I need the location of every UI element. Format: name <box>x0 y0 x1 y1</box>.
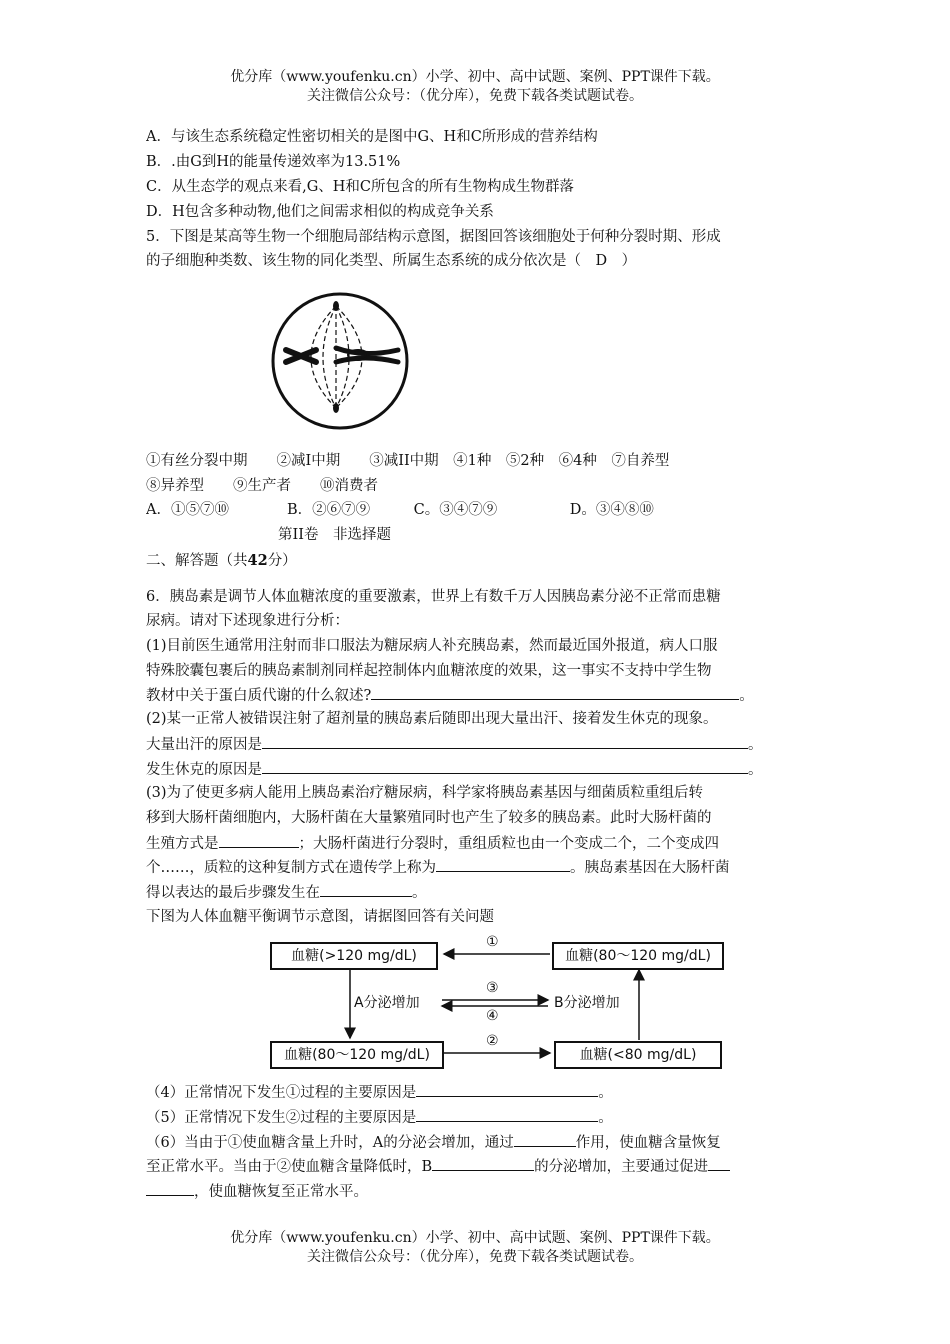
q6-line-7: 大量出汗的原因是 。 <box>146 734 810 755</box>
blood-sugar-flowchart <box>266 934 726 1074</box>
answer-blank[interactable] <box>436 857 570 872</box>
sub-question-6-line-3: ，使血糖恢复至正常水平。 <box>146 1181 810 1202</box>
label-b-secretion: B分泌增加 <box>554 995 620 1011</box>
sub-question-6-line-2: 至正常水平。当由于②使血糖含量降低时，B 的分泌增加，主要通过促进 <box>146 1156 810 1177</box>
footer-line-1: 优分库（www.youfenku.cn）小学、初中、高中试题、案例、PPT课件下载。 <box>230 1230 720 1246</box>
label-process-1: ① <box>486 934 499 950</box>
answer-blank[interactable] <box>514 1132 576 1147</box>
q6-line-9: (3)为了使更多病人能用上胰岛素治疗糖尿病，科学家将胰岛素基因与细菌质粒重组后转 <box>146 785 704 801</box>
q6-line-11: 生殖方式是 ；大肠杆菌进行分裂时，重组质粒也由一个变成二个，二个变成四 <box>146 833 810 854</box>
box-normal-blood-sugar-bottom: 血糖(80～120 mg/dL) <box>270 1041 444 1069</box>
q6-line-14: 下图为人体血糖平衡调节示意图，请据图回答有关问题 <box>146 909 494 925</box>
box-low-blood-sugar: 血糖(<80 mg/dL) <box>554 1041 722 1069</box>
sub-question-5: （5）正常情况下发生②过程的主要原因是 。 <box>146 1107 810 1128</box>
answer-blank[interactable] <box>262 734 748 749</box>
cell-division-figure <box>264 288 416 434</box>
header-line-2: 关注微信公众号：（优分库），免费下载各类试题试卷。 <box>307 88 643 104</box>
option-b: B．.由G到H的能量传递效率为13.51% <box>146 154 401 170</box>
section-heading: 二、解答题（共42分） <box>146 552 297 569</box>
answer-blank[interactable] <box>320 882 412 897</box>
sub-question-6-line-1: （6）当由于①使血糖含量上升时，A的分泌会增加，通过 作用，使血糖含量恢复 <box>146 1132 810 1153</box>
label-process-4: ④ <box>486 1008 499 1024</box>
q5-choices-line-2: ⑧异养型 ⑨生产者 ⑩消费者 <box>146 478 378 494</box>
sub-question-4: （4）正常情况下发生①过程的主要原因是 。 <box>146 1082 810 1103</box>
footer-line-2: 关注微信公众号：（优分库），免费下载各类试题试卷。 <box>307 1249 643 1265</box>
label-process-2: ② <box>486 1033 499 1049</box>
q5-answer-options: A．①⑤⑦⑩ B．②⑥⑦⑨ C。③④⑦⑨ D。③④⑧⑩ <box>146 502 654 518</box>
q6-line-8: 发生休克的原因是 。 <box>146 759 810 780</box>
q6-line-6: (2)某一正常人被错误注射了超剂量的胰岛素后随即出现大量出汗、接着发生休克的现象。 <box>146 711 718 727</box>
q5-stem-line-2: 的子细胞种类数、该生物的同化类型、所属生态系统的成分依次是（ D ） <box>146 253 637 269</box>
q6-line-3: (1)目前医生通常用注射而非口服法为糖尿病人补充胰岛素，然而最近国外报道，病人口服 <box>146 638 718 654</box>
box-high-blood-sugar: 血糖(>120 mg/dL) <box>270 942 438 970</box>
answer-blank[interactable] <box>708 1156 730 1171</box>
answer-blank[interactable] <box>416 1082 598 1097</box>
volume-title: 第II卷 非选择题 <box>278 527 391 543</box>
page-footer <box>0 1229 950 1267</box>
q6-line-13: 得以表达的最后步骤发生在 。 <box>146 882 810 903</box>
centrosome-bottom <box>333 403 339 413</box>
option-c: C．从生态学的观点来看,G、H和C所包含的所有生物构成生物群落 <box>146 179 575 195</box>
q5-choices-line-1: ①有丝分裂中期 ②减Ⅰ中期 ③减II中期 ④1种 ⑤2种 ⑥4种 ⑦自养型 <box>146 453 670 469</box>
centrosome-top <box>333 301 339 311</box>
answer-blank[interactable] <box>416 1107 598 1122</box>
answer-blank[interactable] <box>432 1156 534 1171</box>
box-normal-blood-sugar-top: 血糖(80～120 mg/dL) <box>552 942 724 970</box>
page-header <box>0 68 950 106</box>
label-process-3: ③ <box>486 980 499 996</box>
header-line-1: 优分库（www.youfenku.cn）小学、初中、高中试题、案例、PPT课件下载。 <box>230 69 720 85</box>
chromosome-right <box>336 348 398 362</box>
q6-line-12: 个……，质粒的这种复制方式在遗传学上称为 。胰岛素基因在大肠杆菌 <box>146 857 810 878</box>
answer-blank[interactable] <box>219 833 299 848</box>
answer-blank[interactable] <box>262 759 748 774</box>
q5-stem-line-1: 5．下图是某高等生物一个细胞局部结构示意图，据图回答该细胞处于何种分裂时期、形成 <box>146 229 721 245</box>
q6-line-4: 特殊胶囊包裹后的胰岛素制剂同样起控制体内血糖浓度的效果，这一事实不支持中学生物 <box>146 663 712 679</box>
label-a-secretion: A分泌增加 <box>354 995 420 1011</box>
answer-blank[interactable] <box>371 685 739 700</box>
q6-line-10: 移到大肠杆菌细胞内，大肠杆菌在大量繁殖同时也产生了较多的胰岛素。此时大肠杆菌的 <box>146 810 712 826</box>
option-a: A．与该生态系统稳定性密切相关的是图中G、H和C所形成的营养结构 <box>146 129 598 145</box>
answer-blank[interactable] <box>146 1181 194 1196</box>
option-d: D．H包含多种动物,他们之间需求相似的构成竞争关系 <box>146 204 494 220</box>
q6-line-1: 6．胰岛素是调节人体血糖浓度的重要激素，世界上有数千万人因胰岛素分泌不正常而患糖 <box>146 589 721 605</box>
q6-line-5: 教材中关于蛋白质代谢的什么叙述? 。 <box>146 685 810 706</box>
q6-line-2: 尿病。请对下述现象进行分析： <box>146 613 349 629</box>
